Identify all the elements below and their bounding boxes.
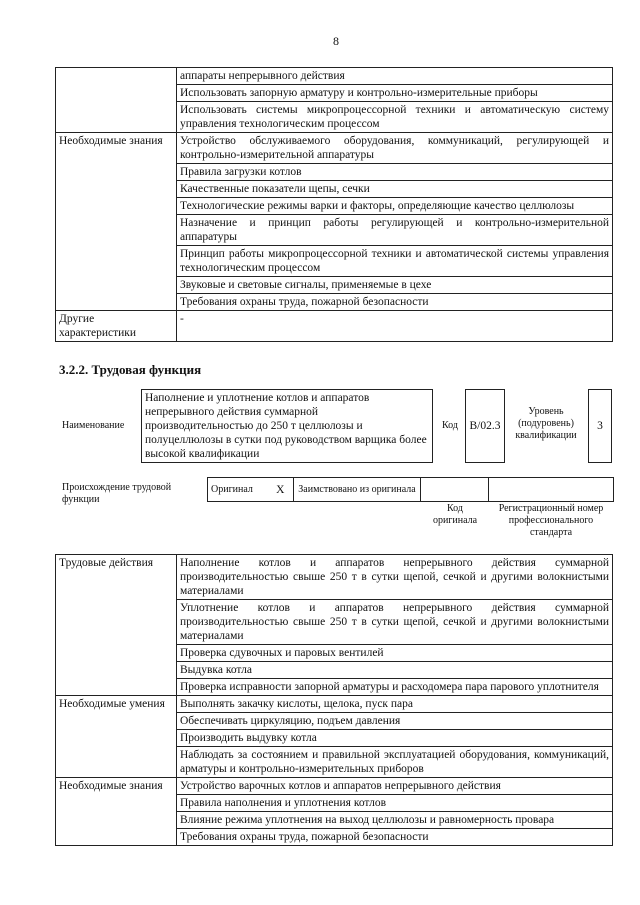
- table-cell: Проверка сдувочных и паровых вентилей: [177, 645, 613, 662]
- table-cell: Использовать системы микропроцессорной техники и автоматическую систему управления технологическим процессом: [177, 102, 613, 133]
- name-label: Наименование: [62, 420, 125, 431]
- table-cell: Назначение и принцип работы регулирующей и контрольно-измерительной аппаратуры: [177, 215, 613, 246]
- code-box: [465, 389, 505, 463]
- level-box: [588, 389, 612, 463]
- table-cell: Звуковые и световые сигналы, применяемые в цехе: [177, 277, 613, 294]
- section-title: 3.2.2. Трудовая функция: [59, 362, 202, 377]
- table-cell: Правила загрузки котлов: [177, 164, 613, 181]
- row-label: Трудовые действия: [56, 555, 177, 696]
- level-value: 3: [597, 420, 603, 432]
- table-cell: Уплотнение котлов и аппаратов непрерывного действия суммарной производительностью свыше 250 т в сутки щепой, сечкой и другими волокнистыми материалами: [177, 600, 613, 645]
- table-cell: Выполнять закачку кислоты, щелока, пуск пара: [177, 696, 613, 713]
- table-cell: Обеспечивать циркуляцию, подъем давления: [177, 713, 613, 730]
- origin-label: Происхождение трудовой функции: [62, 482, 172, 505]
- row-label: Необходимые умения: [56, 696, 177, 778]
- labor-actions-table: [55, 554, 613, 846]
- table-cell: аппараты непрерывного действия: [177, 68, 613, 85]
- table-cell: Влияние режима уплотнения на выход целлюлозы и равномерность провара: [177, 812, 613, 829]
- table-cell: Наполнение котлов и аппаратов непрерывного действия суммарной производительностью свыше 250 т в сутки щепой, сечкой и другими волокнистыми материалами: [177, 555, 613, 600]
- table-cell: Выдувка котла: [177, 662, 613, 679]
- page-number: 8: [333, 34, 339, 48]
- row-label: Другие характеристики: [56, 311, 177, 342]
- code-caption: Код оригинала: [432, 503, 478, 526]
- original-label: Оригинал: [208, 478, 268, 502]
- table-cell: Устройство варочных котлов и аппаратов непрерывного действия: [177, 778, 613, 795]
- row-label: Необходимые знания: [56, 133, 177, 311]
- original-code-cell: [421, 478, 489, 502]
- table-cell: Требования охраны труда, пожарной безопасности: [177, 294, 613, 311]
- original-mark: X: [268, 478, 294, 502]
- borrowed-label: Заимствовано из оригинала: [294, 478, 421, 502]
- table-cell: Качественные показатели щепы, сечки: [177, 181, 613, 198]
- reg-caption: Регистрационный номер профессионального стандарта: [498, 503, 604, 538]
- table-cell: Технологические режимы варки и факторы, определяющие качество целлюлозы: [177, 198, 613, 215]
- origin-table: [207, 477, 614, 502]
- table-cell: Требования охраны труда, пожарной безопасности: [177, 829, 613, 846]
- table-cell: Проверка исправности запорной арматуры и расходомера пара парового уплотнителя: [177, 679, 613, 696]
- code-value: B/02.3: [469, 420, 501, 432]
- reg-number-cell: [489, 478, 614, 502]
- function-name: Наполнение и уплотнение котлов и аппаратов непрерывного действия суммарной производительностью до 250 т целлюлозы и полуцеллюлозы в сутки под руководством варщика более высокой квалификации: [145, 392, 427, 460]
- table-cell: -: [177, 311, 613, 342]
- row-label: Необходимые знания: [56, 778, 177, 846]
- table-cell: Правила наполнения и уплотнения котлов: [177, 795, 613, 812]
- table-cell: Устройство обслуживаемого оборудования, коммуникаций, регулирующей и контрольно-измерительной аппаратуры: [177, 133, 613, 164]
- function-name-box: [141, 389, 433, 463]
- table-cell: Производить выдувку котла: [177, 730, 613, 747]
- level-label: Уровень (подуровень) квалификации: [515, 406, 577, 441]
- table-cell: Использовать запорную арматуру и контрольно-измерительные приборы: [177, 85, 613, 102]
- table-cell: Принцип работы микропроцессорной техники и автоматической системы управления технологическим процессом: [177, 246, 613, 277]
- row-label: [56, 68, 177, 133]
- skills-knowledge-table: [55, 67, 613, 342]
- table-cell: Наблюдать за состоянием и правильной эксплуатацией оборудования, коммуникаций, арматуры и контрольно-измерительных приборов: [177, 747, 613, 778]
- code-label: Код: [442, 420, 458, 431]
